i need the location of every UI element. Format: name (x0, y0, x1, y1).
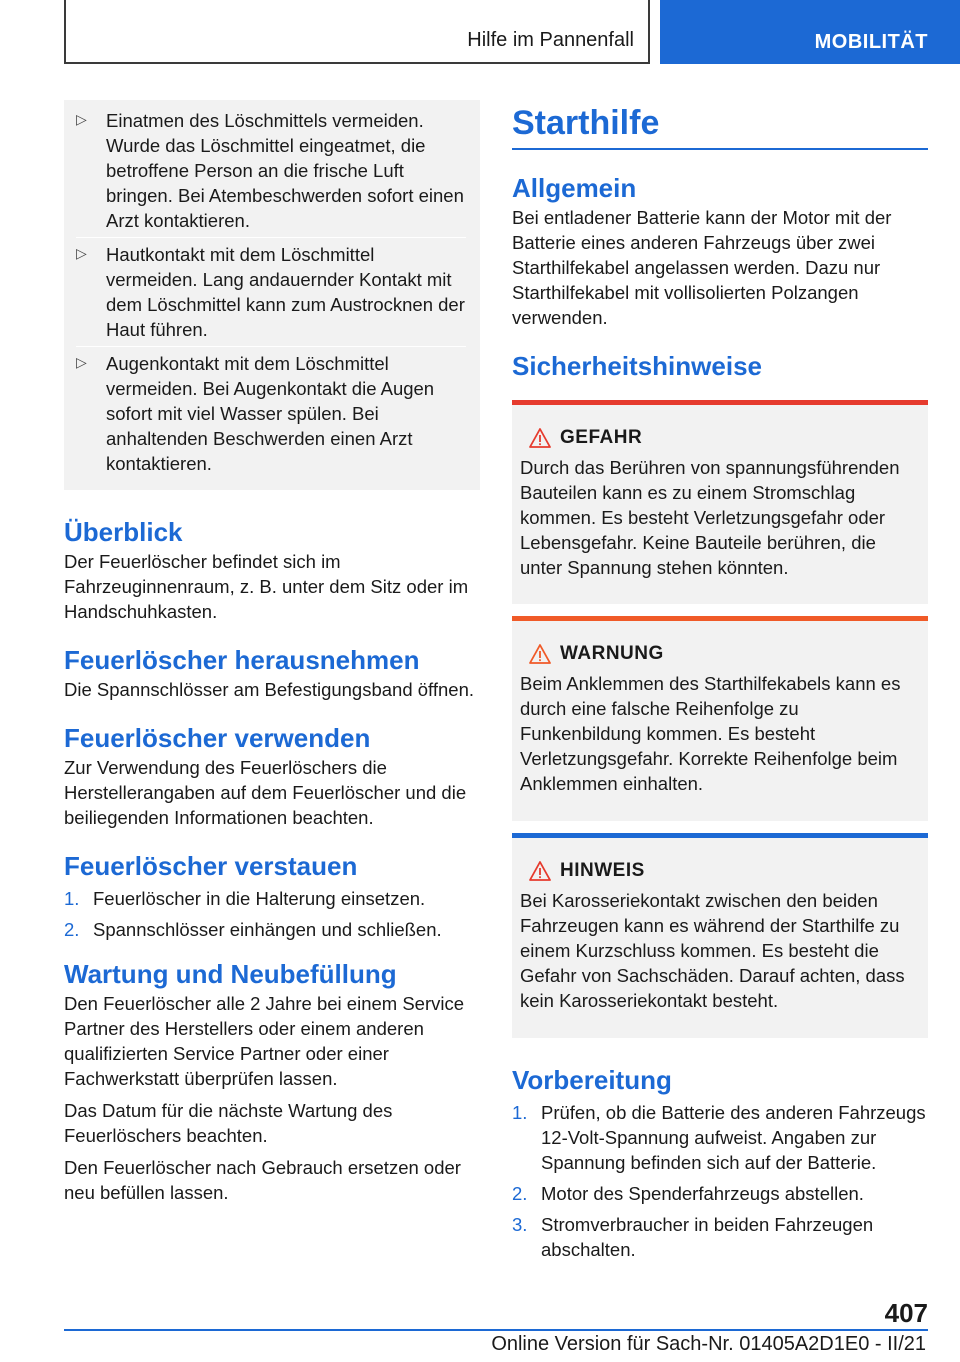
heading-sicherheitshinweise: Sicherheitshinweise (512, 351, 762, 381)
heading-herausnehmen: Feuerlöscher herausnehmen (64, 645, 420, 675)
warning-text: Durch das Berühren von spannungsführenden Bauteilen kann es zu einem Stromschlag kommen. Es besteht Verletzungsgefahr oder Lebensgefahr. Keine Bauteile berühren, die unter Spannung stehen könnten. (520, 457, 900, 578)
triangle-bullet-icon: ▷ (76, 245, 87, 261)
bullet-item (76, 346, 466, 480)
paragraph-wartung: Den Feuerlöscher nach Gebrauch ersetzen oder neu befüllen lassen. (64, 1157, 461, 1203)
step-number: 2. (512, 1183, 528, 1204)
warning-header (520, 860, 918, 882)
list-item (64, 917, 480, 942)
step-text: Spannschlösser einhängen und schließen. (93, 919, 442, 940)
warning-triangle-icon (520, 861, 560, 881)
header-chapter-title: MOBILITÄT (814, 31, 928, 53)
footer-divider (64, 1329, 928, 1331)
bullet-text: Hautkontakt mit dem Löschmittel vermeiden. Lang andauernder Kontakt mit dem Löschmittel kann zum Austrocknen der Haut führen. (106, 244, 465, 340)
step-number: 1. (512, 1102, 528, 1123)
bullet-text: Augenkontakt mit dem Löschmittel vermeiden. Bei Augenkontakt die Augen sofort mit viel Wasser spülen. Bei anhaltenden Beschwerden einen Arzt kontaktieren. (106, 353, 435, 474)
warning-text: Bei Karosseriekontakt zwischen den beiden Fahrzeugen kann es während der Starthilfe zu einem Kurzschluss kommen. Es besteht die Gefahr von Sachschäden. Darauf achten, dass kein Karosseriekontakt besteht. (520, 890, 905, 1011)
heading-verstauen: Feuerlöscher verstauen (64, 851, 358, 881)
warning-triangle-icon (520, 428, 560, 448)
paragraph-wartung: Das Datum für die nächste Wartung des Feuerlöschers beachten. (64, 1100, 393, 1146)
warning-box-hinweis (512, 833, 928, 1038)
heading-verwenden: Feuerlöscher verwenden (64, 723, 371, 753)
bullet-item (76, 237, 466, 346)
left-column (64, 100, 480, 1205)
verstauen-steps (64, 886, 480, 942)
triangle-bullet-icon: ▷ (76, 354, 87, 370)
paragraph-allgemein: Bei entladener Batterie kann der Motor mit der Batterie eines anderen Fahrzeugs über zwei Starthilfekabel angelassen werden. Dazu nur Starthilfekabel mit vollisolierten Polzangen verwenden. (512, 207, 892, 328)
footer-version: Online Version für Sach-Nr. 01405A2D1E0 - II/21 (491, 1333, 926, 1355)
header-section-title: Hilfe im Pannenfall (467, 29, 634, 51)
list-item (512, 1100, 928, 1175)
header-section-box (64, 0, 650, 64)
step-text: Feuerlöscher in die Halterung einsetzen. (93, 888, 426, 909)
warning-label: WARNUNG (560, 643, 664, 664)
paragraph-ueberblick: Der Feuerlöscher befindet sich im Fahrzeuginnenraum, z. B. unter dem Sitz oder im Handschuhkasten. (64, 551, 469, 622)
step-number: 3. (512, 1214, 528, 1235)
warning-label: GEFAHR (560, 427, 643, 448)
vorbereitung-steps (512, 1100, 928, 1262)
warning-header (520, 643, 918, 665)
page-number: 407 (884, 1298, 928, 1328)
warning-box-gefahr (512, 400, 928, 604)
heading-allgemein: Allgemein (512, 173, 637, 203)
heading-ueberblick: Überblick (64, 517, 183, 547)
bullet-text: Einatmen des Löschmittels vermeiden. Wurde das Löschmittel eingeatmet, die betroffene Person an die frische Luft bringen. Bei Atembeschwerden sofort einen Arzt kontaktieren. (106, 110, 464, 231)
header-chapter-tab (660, 0, 960, 64)
step-number: 2. (64, 919, 80, 940)
list-item (512, 1212, 928, 1262)
warning-header (520, 427, 918, 449)
warning-label: HINWEIS (560, 860, 645, 881)
step-text: Stromverbraucher in beiden Fahrzeugen abschalten. (541, 1214, 874, 1260)
list-item (512, 1181, 928, 1206)
step-number: 1. (64, 888, 80, 909)
list-item (64, 886, 480, 911)
heading-wartung: Wartung und Neubefüllung (64, 959, 397, 989)
bullet-item (76, 104, 466, 237)
warning-box-warnung (512, 616, 928, 821)
warning-triangle-icon (520, 644, 560, 664)
paragraph-herausnehmen: Die Spannschlösser am Befestigungsband öffnen. (64, 679, 475, 700)
warning-text: Beim Anklemmen des Starthilfekabels kann es durch eine falsche Reihenfolge zu Funkenbildung kommen. Es besteht Verletzungsgefahr. Korrekte Reihenfolge beim Anklemmen einhalten. (520, 673, 901, 794)
step-text: Motor des Spenderfahrzeugs abstellen. (541, 1183, 864, 1204)
heading-vorbereitung: Vorbereitung (512, 1065, 672, 1095)
safety-bullet-box (64, 100, 480, 490)
triangle-bullet-icon: ▷ (76, 111, 87, 127)
page-title: Starthilfe (512, 100, 928, 150)
paragraph-verwenden: Zur Verwendung des Feuerlöschers die Herstellerangaben auf dem Feuerlöscher und die beiliegenden Informationen beachten. (64, 757, 467, 828)
right-column (512, 100, 928, 1268)
step-text: Prüfen, ob die Batterie des anderen Fahrzeugs 12-Volt-Spannung aufweist. Angaben zur Spannung befinden sich auf der Batterie. (541, 1102, 926, 1173)
paragraph-wartung: Den Feuerlöscher alle 2 Jahre bei einem Service Partner des Herstellers oder einem anderen qualifizierten Service Partner oder einer Fachwerkstatt überprüfen lassen. (64, 993, 465, 1089)
